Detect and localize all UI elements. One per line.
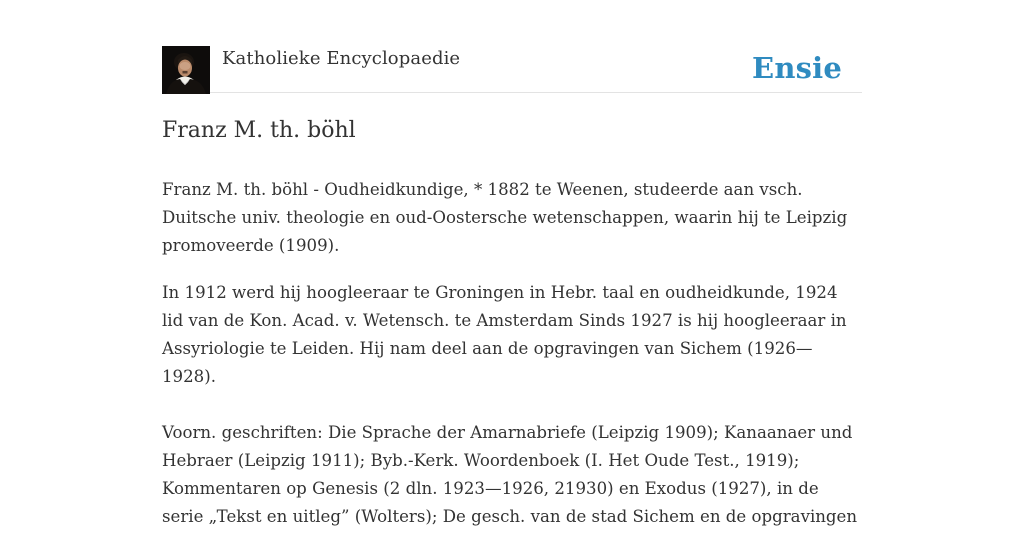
portrait-avatar-graphic — [162, 46, 210, 94]
site-name[interactable]: Katholieke Encyclopaedie — [222, 48, 461, 69]
article-paragraph: Franz M. th. böhl - Oudheidkundige, * 1882 te Weenen, studeerde aan vsch. Duitsche univ. theologie en oud-Oostersche wetenschappen, waarin hij te Leipzig promoveerde (1909). — [162, 180, 848, 255]
article — [162, 112, 862, 550]
portrait-avatar-icon[interactable] — [162, 46, 210, 94]
article-paragraph: In 1912 werd hij hoogleeraar te Groningen in Hebr. taal en oudheidkunde, 1924 lid van de Kon. Acad. v. Wetensch. te Amsterdam Sinds 1927 is hij hoogleeraar in Assyriologie te Leiden. Hij nam deel aan de opgravingen van Sichem (1926—1928). Voorn. geschriften: Die Sprache der Amarnabriefe (Leipzig 1909); Kanaanaer und Hebraer (Leipzig 1911); Byb.-Kerk. Woordenboek (I. Het Oude Test., 1919); Kommentaren op Genesis (2 dln. 1923—1926, 21930) en Exodus (1927), in de serie „Tekst en uitleg” (Wolters); De gesch. van de stad Sichem en de opgravingen — [162, 283, 858, 526]
brand-logo-link[interactable]: Ensie — [752, 51, 842, 85]
site-header — [162, 46, 862, 93]
page-title: Franz M. th. böhl — [162, 118, 356, 143]
